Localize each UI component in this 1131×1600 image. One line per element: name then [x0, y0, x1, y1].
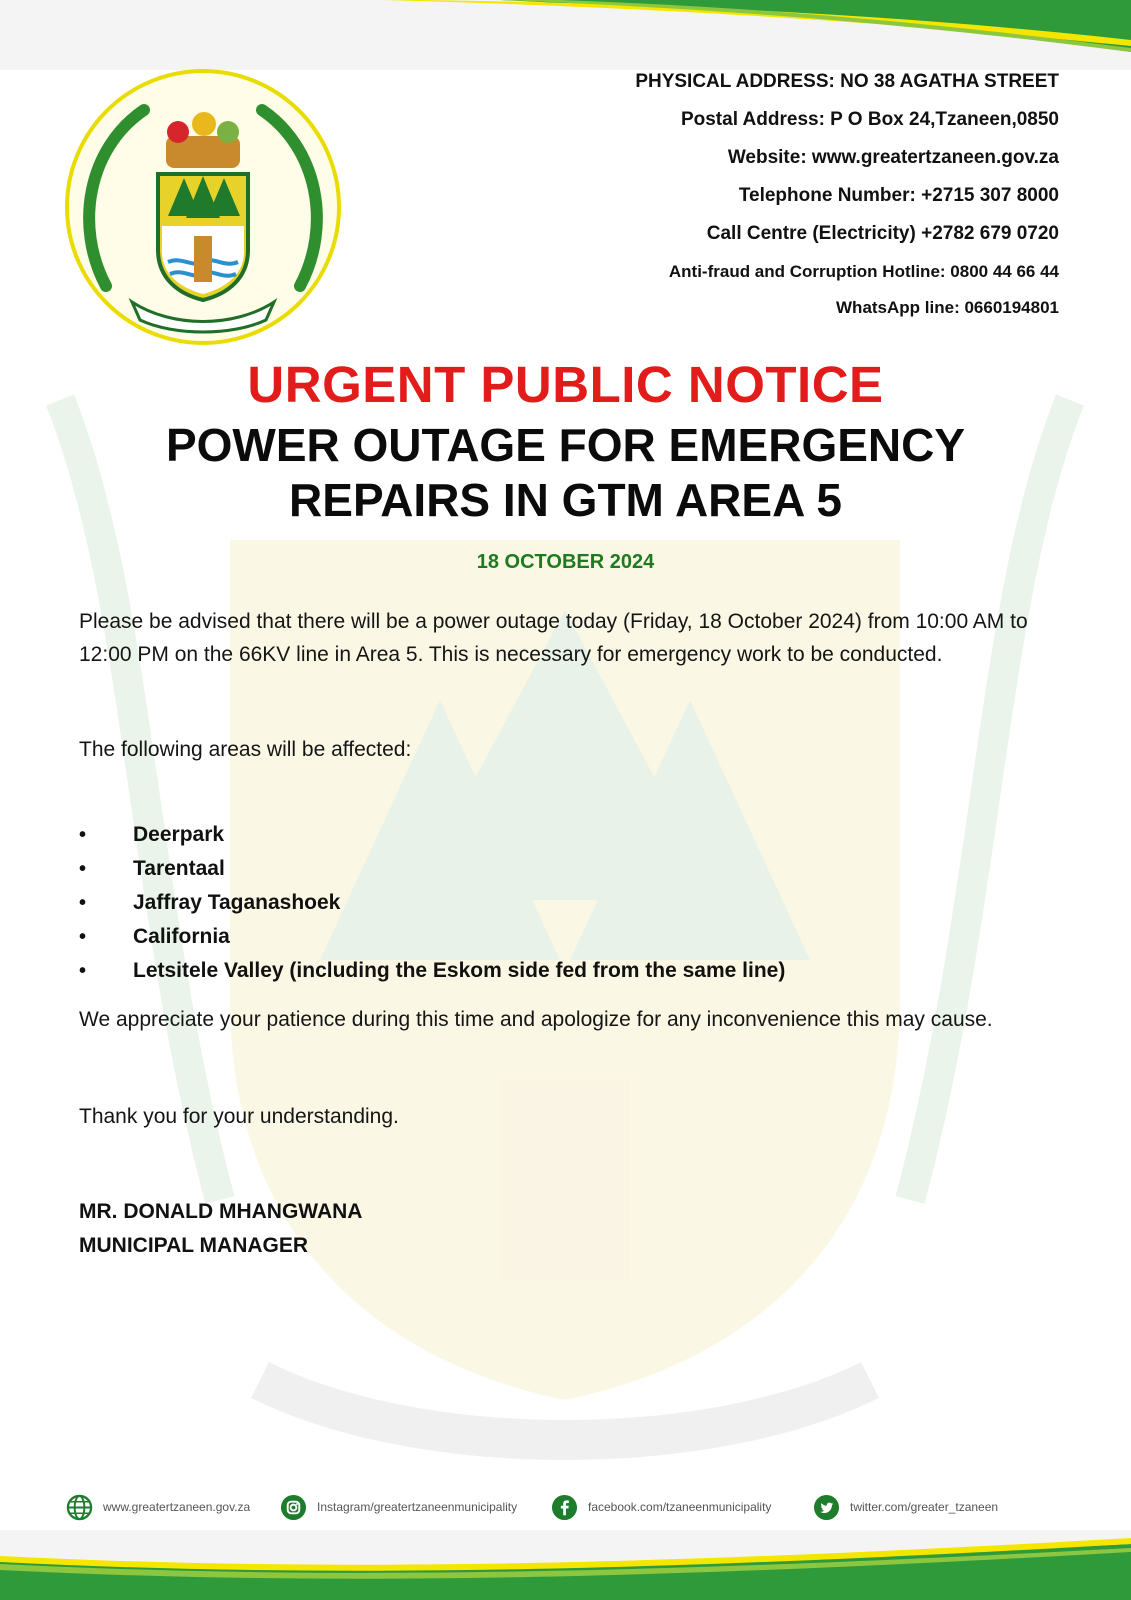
- list-item: [79, 818, 785, 852]
- call-centre-line: Call Centre (Electricity) +2782 679 0720: [706, 223, 1059, 244]
- bullet-icon: •: [79, 960, 87, 982]
- notice-title-line-2: REPAIRS IN GTM AREA 5: [289, 474, 842, 526]
- area-name: Letsitele Valley (including the Eskom side fed from the same line): [133, 959, 786, 982]
- footer-links: [66, 1492, 1066, 1524]
- footer-facebook-text[interactable]: facebook.com/tzaneenmunicipality: [588, 1500, 772, 1514]
- facebook-icon: [551, 1494, 578, 1521]
- notice-title: [100, 418, 1031, 528]
- notice-title-line-1: POWER OUTAGE FOR EMERGENCY: [165, 419, 966, 471]
- list-item: [79, 852, 785, 886]
- footer-twitter[interactable]: [813, 1492, 998, 1522]
- footer-instagram[interactable]: [280, 1492, 517, 1522]
- area-name: Tarentaal: [133, 857, 225, 880]
- instagram-icon: [280, 1494, 307, 1521]
- whatsapp-line: WhatsApp line: 0660194801: [836, 298, 1059, 317]
- appreciation-paragraph: We appreciate your patience during this time and apologize for any inconvenience this may cause.: [79, 1008, 993, 1031]
- municipality-logo: [62, 66, 344, 348]
- notice-date: 18 OCTOBER 2024: [476, 551, 655, 573]
- signature-block: [79, 1195, 362, 1263]
- areas-intro: The following areas will be affected:: [79, 738, 412, 761]
- area-name: Deerpark: [133, 823, 225, 846]
- bullet-icon: •: [79, 824, 87, 846]
- area-name: California: [133, 925, 230, 948]
- intro-paragraph: Please be advised that there will be a power outage today (Friday, 18 October 2024) from 10:00 AM to 12:00 PM on the 66KV line in Area 5. This is necessary for emergency work to be conducted.: [79, 610, 1028, 666]
- bullet-icon: •: [79, 926, 87, 948]
- physical-address: PHYSICAL ADDRESS: NO 38 AGATHA STREET: [635, 71, 1059, 92]
- signatory-title: MUNICIPAL MANAGER: [79, 1234, 309, 1257]
- urgent-heading: URGENT PUBLIC NOTICE: [247, 356, 884, 413]
- postal-address: Postal Address: P O Box 24,Tzaneen,0850: [680, 109, 1059, 130]
- footer-twitter-text[interactable]: twitter.com/greater_tzaneen: [850, 1500, 999, 1514]
- twitter-icon: [813, 1494, 840, 1521]
- area-name: Jaffray Taganashoek: [133, 891, 341, 914]
- signatory-name: MR. DONALD MHANGWANA: [79, 1200, 363, 1223]
- list-item: [79, 954, 785, 988]
- footer-website-text[interactable]: www.greatertzaneen.gov.za: [103, 1500, 251, 1514]
- affected-areas-list: [79, 818, 785, 988]
- contact-details: [499, 72, 1059, 334]
- bottom-decorative-band: [0, 1530, 1131, 1600]
- footer-website[interactable]: [66, 1492, 250, 1522]
- bullet-icon: •: [79, 892, 87, 914]
- footer-facebook[interactable]: [551, 1492, 771, 1522]
- hotline-line: Anti-fraud and Corruption Hotline: 0800 44 66 44: [668, 262, 1059, 281]
- telephone-line: Telephone Number: +2715 307 8000: [738, 185, 1059, 206]
- list-item: [79, 886, 785, 920]
- website-line: Website: www.greatertzaneen.gov.za: [727, 147, 1059, 168]
- thanks-paragraph: Thank you for your understanding.: [79, 1105, 399, 1128]
- list-item: [79, 920, 785, 954]
- globe-icon: [66, 1494, 93, 1521]
- bullet-icon: •: [79, 858, 87, 880]
- footer-instagram-text[interactable]: Instagram/greatertzaneenmunicipality: [317, 1500, 518, 1514]
